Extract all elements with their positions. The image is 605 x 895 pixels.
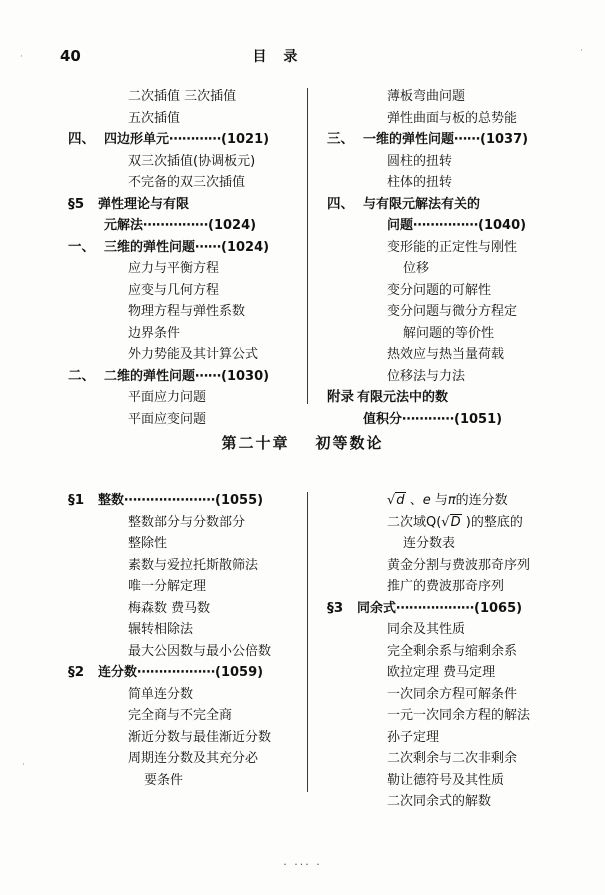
- toc-entry-label: 二次插值 三次插值: [128, 89, 237, 104]
- toc-entry: [327, 280, 546, 302]
- toc-entry-label: 圆柱的扭转: [387, 153, 453, 169]
- toc-entry-label: 最大公因数与最小公倍数: [128, 643, 272, 659]
- toc-entry: [327, 619, 546, 641]
- running-head-title: 目 录: [252, 49, 304, 65]
- toc-entry: [68, 533, 291, 555]
- toc-entry: [327, 727, 546, 749]
- toc-entry-number: 四、: [327, 195, 354, 212]
- toc-column-top-left: [68, 86, 307, 427]
- toc-entry-number: 一、: [68, 238, 95, 255]
- toc-entry-number: §2: [68, 664, 85, 680]
- chapter-heading: [0, 432, 605, 453]
- toc-entry: [68, 366, 291, 388]
- toc-entry: [327, 512, 546, 534]
- toc-column-bottom-left: [68, 490, 307, 800]
- toc-entry-label: 变形能的正定性与刚性: [387, 239, 518, 255]
- toc-entry-number: 附录: [327, 389, 354, 405]
- toc-entry-number: §1: [68, 492, 85, 508]
- toc-entry: [327, 215, 546, 237]
- toc-entry: [327, 576, 546, 598]
- toc-column-bottom-right: [307, 490, 546, 809]
- toc-entry-label: 整数⋯⋯⋯⋯⋯⋯⋯(1055): [98, 493, 264, 508]
- toc-entry: [68, 323, 291, 345]
- toc-entry-label: 应力与平衡方程: [128, 261, 220, 276]
- toc-entry-label: 整除性: [128, 536, 168, 551]
- toc-column-top-right: [307, 86, 546, 427]
- toc-entry-label: 薄板弯曲问题: [387, 89, 466, 104]
- toc-entry: [68, 194, 291, 216]
- toc-section-number-theory: [68, 490, 546, 809]
- toc-entry: [327, 641, 546, 663]
- toc-entry: [68, 409, 291, 431]
- toc-entry: [68, 490, 291, 512]
- toc-entry-label: 五次插值: [128, 110, 181, 126]
- toc-entry: [327, 301, 546, 323]
- toc-entry: [68, 555, 291, 577]
- toc-entry: [327, 490, 546, 512]
- toc-entry-label: 平面应力问题: [128, 390, 207, 405]
- chapter-prefix: 第二十章: [221, 434, 290, 452]
- toc-entry-label: 二次剩余与二次非剩余: [387, 751, 518, 766]
- toc-entry: [68, 108, 291, 130]
- toc-entry-label: 四边形单元⋯⋯⋯⋯(1021): [104, 132, 270, 147]
- toc-entry: [68, 684, 291, 706]
- toc-entry: [327, 748, 546, 770]
- toc-entry-label: 位移法与力法: [387, 368, 466, 384]
- toc-entry: [327, 258, 546, 280]
- toc-entry-label: 一元一次同余方程的解法: [387, 708, 531, 723]
- toc-entry: [68, 86, 291, 108]
- toc-entry: [327, 662, 546, 684]
- toc-entry-label: 二次同余式的解数: [387, 794, 492, 809]
- toc-entry-label: 简单连分数: [128, 686, 194, 702]
- toc-entry: [327, 598, 546, 620]
- toc-entry-label: 周期连分数及其充分必: [128, 751, 259, 766]
- toc-entry-label: 元解法⋯⋯⋯⋯⋯(1024): [104, 218, 257, 233]
- toc-entry-label: 梅森数 费马数: [128, 600, 211, 616]
- page-number: 40: [60, 47, 81, 65]
- toc-entry-label: 整数部分与分数部分: [128, 514, 246, 530]
- toc-entry: [327, 684, 546, 706]
- toc-entry-number: 二、: [68, 367, 95, 384]
- toc-entry: [327, 194, 546, 216]
- toc-entry: [68, 512, 291, 534]
- toc-entry-label: 素数与爱拉托斯散筛法: [128, 557, 259, 573]
- toc-entry-label: 二次域Q(√D )的整底的: [387, 514, 523, 530]
- edge-mark-top-left: ·: [20, 52, 23, 62]
- toc-entry: [68, 387, 291, 409]
- toc-entry: [68, 705, 291, 727]
- toc-entry: [68, 280, 291, 302]
- toc-entry: [327, 705, 546, 727]
- toc-entry-label: 问题⋯⋯⋯⋯⋯(1040): [387, 218, 527, 233]
- toc-entry-label: 柱体的扭转: [387, 175, 453, 190]
- toc-entry-label: 变分问题与微分方程定: [387, 304, 518, 319]
- toc-entry-label: 完全商与不完全商: [128, 708, 233, 723]
- toc-entry: [327, 555, 546, 577]
- toc-entry: [68, 619, 291, 641]
- toc-entry: [327, 323, 546, 345]
- toc-entry: [68, 129, 291, 151]
- toc-entry-label: 完全剩余系与缩剩余系: [387, 643, 518, 659]
- toc-entry-label: 热效应与热当量荷载: [387, 347, 505, 362]
- toc-entry-label: 辗转相除法: [128, 622, 194, 637]
- toc-entry: [68, 770, 291, 792]
- toc-entry-label: 外力势能及其计算公式: [128, 347, 259, 362]
- toc-entry: [327, 344, 546, 366]
- toc-entry-label: 一维的弹性问题⋯⋯(1037): [363, 132, 529, 147]
- toc-entry-number: §5: [68, 195, 85, 212]
- toc-entry-label: 三维的弹性问题⋯⋯(1024): [104, 239, 270, 255]
- toc-entry: [68, 151, 291, 173]
- toc-entry-label: 勒让德符号及其性质: [387, 772, 505, 788]
- toc-entry: [327, 791, 546, 813]
- toc-entry: [68, 598, 291, 620]
- toc-entry: [327, 172, 546, 194]
- toc-entry-label: 连分数⋯⋯⋯⋯⋯⋯(1059): [98, 665, 264, 680]
- toc-entry-label: 有限元法中的数: [357, 390, 449, 405]
- toc-entry: [68, 237, 291, 259]
- toc-entry-label: 欧拉定理 费马定理: [387, 665, 496, 680]
- toc-entry-label: 双三次插值(协调板元): [128, 153, 256, 169]
- toc-entry-label: 与有限元解法有关的: [363, 196, 481, 212]
- toc-entry: [68, 172, 291, 194]
- edge-mark-bottom-left: ·: [22, 760, 25, 770]
- toc-entry-label: 平面应变问题: [128, 411, 207, 427]
- toc-entry: [327, 129, 546, 151]
- footer-mark: · ··· ·: [283, 858, 322, 871]
- toc-entry-label: 一次同余方程可解条件: [387, 686, 518, 702]
- toc-entry-label: 黄金分割与费波那奇序列: [387, 557, 531, 573]
- toc-entry: [68, 301, 291, 323]
- toc-entry: [327, 366, 546, 388]
- toc-entry: [68, 215, 291, 237]
- toc-entry-number: 三、: [327, 131, 354, 147]
- toc-entry: [327, 770, 546, 792]
- toc-entry-number: §3: [327, 599, 344, 616]
- toc-entry: [327, 108, 546, 130]
- toc-entry-label: 位移: [403, 261, 430, 276]
- toc-entry: [68, 344, 291, 366]
- toc-entry-label: 弹性理论与有限: [98, 196, 190, 212]
- toc-entry-label: 边界条件: [128, 325, 181, 341]
- toc-entry: [327, 387, 546, 409]
- toc-entry-label: 推广的费波那奇序列: [387, 579, 505, 594]
- toc-entry-label: 变分问题的可解性: [387, 282, 492, 298]
- toc-entry-label: 值积分⋯⋯⋯⋯(1051): [363, 411, 503, 427]
- toc-entry-label: 要条件: [144, 772, 184, 788]
- toc-entry-label: 解问题的等价性: [403, 325, 495, 341]
- toc-entry: [68, 727, 291, 749]
- toc-entry-label: 渐近分数与最佳渐近分数: [128, 729, 272, 745]
- toc-entry: [68, 748, 291, 770]
- toc-entry-label: 二维的弹性问题⋯⋯(1030): [104, 368, 270, 384]
- toc-section-finite-element: [68, 86, 546, 427]
- toc-entry: [327, 533, 546, 555]
- toc-entry: [327, 237, 546, 259]
- toc-entry: [327, 409, 546, 431]
- toc-entry: [327, 86, 546, 108]
- toc-entry: [68, 576, 291, 598]
- running-head: [60, 44, 545, 68]
- toc-entry: [68, 641, 291, 663]
- toc-entry: [68, 258, 291, 280]
- toc-entry-label: 同余及其性质: [387, 622, 466, 637]
- toc-entry-label: 物理方程与弹性系数: [128, 304, 246, 319]
- toc-entry-label: √d 、e 与π的连分数: [387, 493, 508, 508]
- toc-entry: [68, 662, 291, 684]
- toc-entry-label: 同余式⋯⋯⋯⋯⋯⋯(1065): [357, 600, 523, 616]
- toc-entry-label: 唯一分解定理: [128, 579, 207, 594]
- chapter-name: 初等数论: [315, 434, 384, 452]
- edge-mark-top-right: ·: [580, 46, 583, 56]
- toc-entry-label: 弹性曲面与板的总势能: [387, 110, 518, 126]
- toc-entry-label: 应变与几何方程: [128, 282, 220, 298]
- toc-entry: [327, 151, 546, 173]
- toc-entry-number: 四、: [68, 131, 95, 147]
- toc-entry-label: 不完备的双三次插值: [128, 175, 246, 190]
- toc-entry-label: 连分数表: [403, 536, 456, 551]
- toc-entry-label: 孙子定理: [387, 729, 440, 745]
